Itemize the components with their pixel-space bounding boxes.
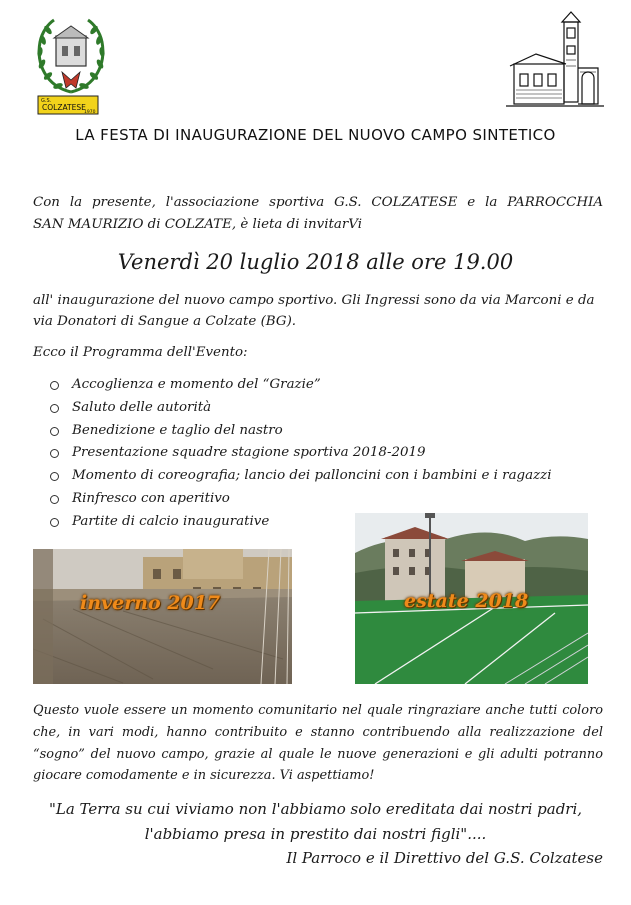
- bullet-circle-icon: [50, 449, 59, 458]
- list-item: [50, 465, 552, 488]
- bullet-circle-icon: [50, 404, 59, 413]
- ribbon-icon: [62, 72, 80, 88]
- bullet-circle-icon: [50, 495, 59, 504]
- page-title: LA FESTA DI INAUGURAZIONE DEL NUOVO CAMPO SINTETICO: [75, 126, 556, 144]
- bullet-circle-icon: [50, 381, 59, 390]
- logo-banner: [38, 96, 98, 115]
- program-list: [50, 374, 552, 534]
- invite-paragraph: all' inaugurazione del nuovo campo sportivo. Gli Ingressi sono da via Marconi e da via Donatori di Sangue a Colzate (BG).: [33, 293, 595, 329]
- list-item-text: Accoglienza e momento del “Grazie”: [72, 377, 321, 392]
- bullet-circle-icon: [50, 427, 59, 436]
- logo-text-top: G.S.: [41, 98, 52, 104]
- list-item: [50, 374, 552, 397]
- photo-caption-winter: inverno 2017: [80, 592, 221, 614]
- church-sketch-image: [506, 10, 604, 112]
- gs-colzatese-logo: [32, 14, 110, 116]
- intro-line-1: Con la presente, l'associazione sportiva G.S. COLZATESE e la PARROCCHIA: [33, 195, 603, 210]
- list-item-text: Partite di calcio inaugurative: [72, 513, 270, 529]
- list-item: [50, 442, 552, 465]
- photo-winter-2017: [33, 549, 292, 684]
- logo-text-main: COLZATESE: [42, 103, 86, 112]
- quote-line-1: "La Terra su cui viviamo non l'abbiamo solo ereditata dai nostri padri,: [48, 800, 583, 818]
- photo-caption-summer: estate 2018: [404, 590, 529, 612]
- bullet-circle-icon: [50, 472, 59, 481]
- bullet-circle-icon: [50, 518, 59, 527]
- program-title: Ecco il Programma dell'Evento:: [33, 345, 248, 360]
- list-item-text: Saluto delle autorità: [72, 399, 212, 415]
- quote: [0, 797, 631, 847]
- intro-paragraph: [33, 192, 603, 236]
- list-item: [50, 420, 552, 443]
- list-item-text: Presentazione squadre stagione sportiva 2018-2019: [72, 445, 426, 461]
- building-emblem-icon: [54, 26, 88, 66]
- list-item-text: Rinfresco con aperitivo: [72, 490, 230, 506]
- signature: Il Parroco e il Direttivo del G.S. Colzatese: [286, 849, 603, 867]
- list-item-text: Benedizione e taglio del nastro: [72, 422, 283, 438]
- list-item: [50, 488, 552, 511]
- event-date: Venerdì 20 luglio 2018 alle ore 19.00: [117, 250, 514, 274]
- quote-line-2: l'abbiamo presa in prestito dai nostri figli"....: [144, 825, 487, 843]
- logo-text-year: 1970: [84, 110, 96, 115]
- list-item-text: Momento di coreografia; lancio dei palloncini con i bambini e i ragazzi: [72, 468, 552, 484]
- intro-line-2: SAN MAURIZIO di COLZATE, è lieta di invitarVi: [33, 217, 363, 232]
- closing-paragraph: Questo vuole essere un momento comunitario nel quale ringraziare anche tutti coloro che, in vari modi, hanno contribuito e stanno contribuendo alla realizzazione del “sogno” del nuovo campo, grazie al quale le nuove generazioni e gli adulti potranno giocare comodamente e in sicurezza. Vi aspettiamo!: [33, 703, 603, 784]
- list-item: [50, 397, 552, 420]
